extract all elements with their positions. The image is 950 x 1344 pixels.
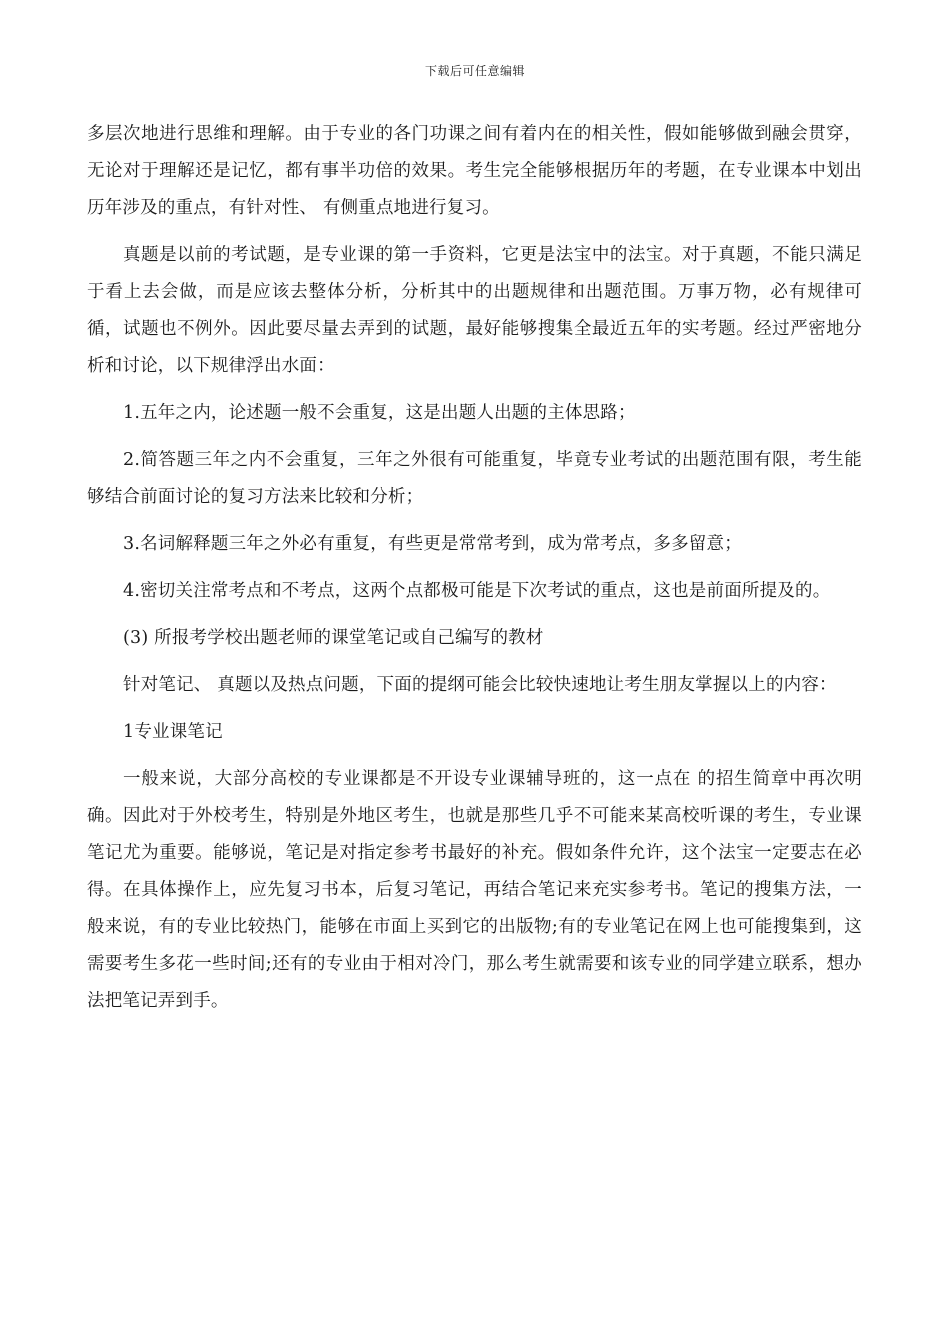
- rule-item-1: 1.五年之内，论述题一般不会重复，这是出题人出题的主体思路；: [123, 403, 636, 423]
- page-header-note: 下载后可任意编辑: [424, 64, 525, 78]
- rule-item-4: 4.密切关注常考点和不考点，这两个点都极可能是下次考试的重点，这也是前面所提及的。: [123, 581, 831, 601]
- paragraph-notes-body: 一般来说，大部分高校的专业课都是不开设专业课辅导班的，这一点在 的招生简章中再次明确。因此对于外校考生，特别是外地区考生，也就是那些几乎不可能来某高校听课的考生，专业课笔记尤为重要。能够说，笔记是对指定参考书最好的补充。假如条件允许，这个法宝一定要志在必得。在具体操作上，应先复习书本，后复习笔记，再结合笔记来充实参考书。笔记的搜集方法，一般来说，有的专业比较热门，能够在市面上买到它的出版物;有的专业笔记在网上也可能搜集到，这需要考生多花一些时间;还有的专业由于相对冷门，那么考生就需要和该专业的同学建立联系，想办法把笔记弄到手。: [87, 769, 862, 1011]
- subheading-notes: 1专业课笔记: [123, 722, 223, 742]
- document-body: [87, 116, 862, 1030]
- paragraph-2: 真题是以前的考试题，是专业课的第一手资料，它更是法宝中的法宝。对于真题，不能只满足于看上去会做，而是应该去整体分析，分析其中的出题规律和出题范围。万事万物，必有规律可循，试题也不例外。因此要尽量去弄到的试题，最好能够搜集全最近五年的实考题。经过严密地分析和讨论，以下规律浮出水面：: [87, 245, 862, 376]
- section-heading-3: (3) 所报考学校出题老师的课堂笔记或自己编写的教材: [123, 628, 544, 648]
- paragraph-outline-intro: 针对笔记、 真题以及热点问题，下面的提纲可能会比较快速地让考生朋友掌握以上的内容：: [123, 675, 837, 695]
- rule-item-2: 2.简答题三年之内不会重复，三年之外很有可能重复，毕竟专业考试的出题范围有限，考生能够结合前面讨论的复习方法来比较和分析；: [87, 450, 862, 507]
- rule-item-3: 3.名词解释题三年之外必有重复，有些更是常常考到，成为常考点，多多留意；: [123, 534, 742, 554]
- paragraph-1: 多层次地进行思维和理解。由于专业的各门功课之间有着内在的相关性，假如能够做到融会贯穿，无论对于理解还是记忆，都有事半功倍的效果。考生完全能够根据历年的考题，在专业课本中划出历年涉及的重点，有针对性、 有侧重点地进行复习。: [87, 124, 862, 218]
